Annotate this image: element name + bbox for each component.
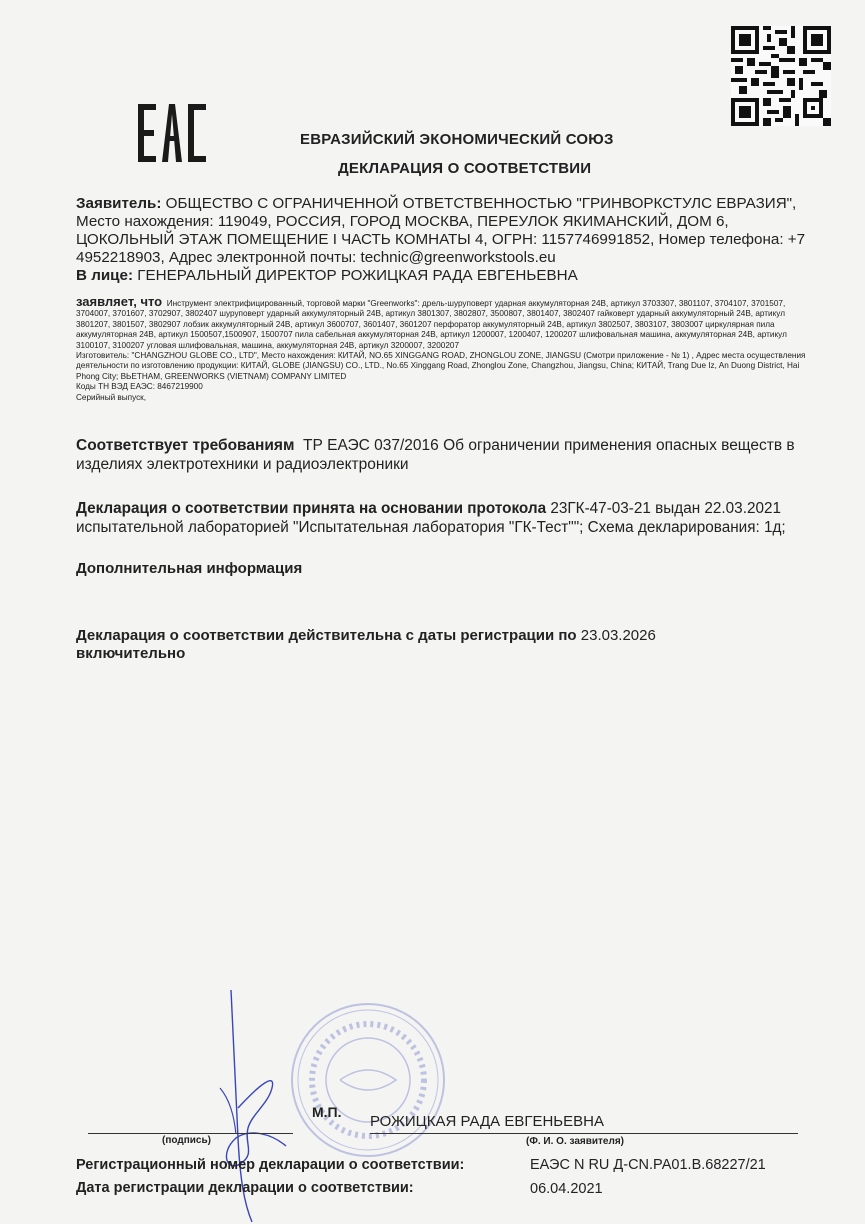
registration-date-label: Дата регистрации декларации о соответствии:	[76, 1180, 414, 1196]
basis-section	[76, 500, 811, 537]
declares-label: заявляет, что	[76, 294, 163, 309]
conformity-section	[76, 437, 811, 474]
signer-name: РОЖИЦКАЯ РАДА ЕВГЕНЬЕВНА	[370, 1113, 604, 1130]
basis-label: Декларация о соответствии принята на основании протокола	[76, 500, 547, 517]
signature-line	[88, 1133, 293, 1134]
registration-date-value: 06.04.2021	[530, 1181, 603, 1197]
declaration-section	[76, 294, 811, 403]
signature-caption: (подпись)	[162, 1135, 211, 1146]
hs-codes: Коды ТН ВЭД ЕАЭС: 8467219900	[76, 382, 203, 392]
registration-number-label: Регистрационный номер декларации о соответствии:	[76, 1157, 465, 1173]
manufacturer-label: Изготовитель:	[76, 351, 130, 361]
manufacturer-text: "CHANGZHOU GLOBE CO., LTD", Место нахождения: КИТАЙ, NO.65 XINGGANG ROAD, ZHONGLOU ZONE, JIANGSU (Смотри приложение - № 1) , Адрес места осуществления деятельности по изготовлению продукции: КИТАЙ, GLOBE (JIANGSU) CO., LTD., No.65 Xinggang Road, Zhonglou Zone, Changzhou, Jiangsu, China; КИТАЙ, Trang Due Iz, An Duong District, Hai Phong City; ВЬЕТНАМ, GREENWORKS (VIETNAM) COMPANY LIMITED	[76, 351, 806, 381]
representative-label: В лице:	[76, 267, 134, 284]
validity-suffix: включительно	[76, 645, 186, 662]
product-description: Инструмент электрифицированный, торговой марки "Greenworks": дрель-шуруповерт ударная аккумуляторная 24В, артикул 3703307, 3801107, 3704107, 3701507, 3704007, 3701607, 3702907, 3802407 шуруповерт ударный аккумуляторный 24В, артикул 3801307, 3802807, 3500807, 3801407, 3802407 гайковерт ударный аккумуляторный 24В, артикул 3801207, 3801507, 3802907 лобзик аккумуляторный 24В, артикул 3600707, 3601407, 3601207 перфоратор аккумуляторный 24В, артикул 3802507, 3803107, 3803007 циркулярная пила аккумуляторная 24В, артикул 1500507,1500907, 1500707 пила сабельная аккумуляторная 24В, артикул 1200007, 1200407, 1200207 шлифовальная машина, аккумуляторная 24В, артикул 3100107, 3100207 угловая шлифовальная, машина, аккумуляторная 24В, артикул 3200007, 3200207	[76, 299, 787, 350]
applicant-section	[76, 195, 811, 285]
serial-production: Серийный выпуск,	[76, 392, 147, 402]
eac-logo-icon	[138, 104, 208, 162]
validity-label: Декларация о соответствии действительна с даты регистрации по	[76, 627, 577, 644]
conformity-label: Соответствует требованиям	[76, 437, 295, 454]
union-name: ЕВРАЗИЙСКИЙ ЭКОНОМИЧЕСКИЙ СОЮЗ	[300, 131, 614, 148]
conformity-text: ТР ЕАЭС 037/2016 Об ограничении применения опасных веществ в изделиях электротехники и радиоэлектроники	[76, 437, 795, 473]
registration-number-value: ЕАЭС N RU Д-CN.РА01.В.68227/21	[530, 1157, 766, 1173]
validity-date: 23.03.2026	[580, 627, 656, 644]
applicant-label: Заявитель:	[76, 195, 162, 212]
name-line	[370, 1133, 798, 1134]
seal-place-label: М.П.	[312, 1104, 342, 1120]
seal-stamp-icon	[288, 1000, 448, 1160]
additional-info-heading: Дополнительная информация	[76, 560, 303, 577]
document-title: ДЕКЛАРАЦИЯ О СООТВЕТСТВИИ	[338, 160, 592, 177]
qr-code-icon	[731, 26, 831, 126]
validity-section	[76, 627, 811, 663]
basis-text: 23ГК-47-03-21 выдан 22.03.2021 испытательной лабораторией "Испытательная лаборатория "ГК-Тест""; Схема декларирования: 1д;	[76, 500, 786, 536]
applicant-text: ОБЩЕСТВО С ОГРАНИЧЕННОЙ ОТВЕТСТВЕННОСТЬЮ "ГРИНВОРКСТУЛС ЕВРАЗИЯ", Место нахождения: 119049, РОССИЯ, ГОРОД МОСКВА, ПЕРЕУЛОК ЯКИМАНСКИЙ, ДОМ 6, ЦОКОЛЬНЫЙ ЭТАЖ ПОМЕЩЕНИЕ I ЧАСТЬ КОМНАТЫ 4, ОГРН: 1157746991852, Номер телефона: +7 4952218903, Адрес электронной почты: technic@greenworkstools.eu	[76, 195, 806, 266]
name-caption: (Ф. И. О. заявителя)	[526, 1136, 625, 1147]
representative-text: ГЕНЕРАЛЬНЫЙ ДИРЕКТОР РОЖИЦКАЯ РАДА ЕВГЕНЬЕВНА	[137, 267, 578, 284]
